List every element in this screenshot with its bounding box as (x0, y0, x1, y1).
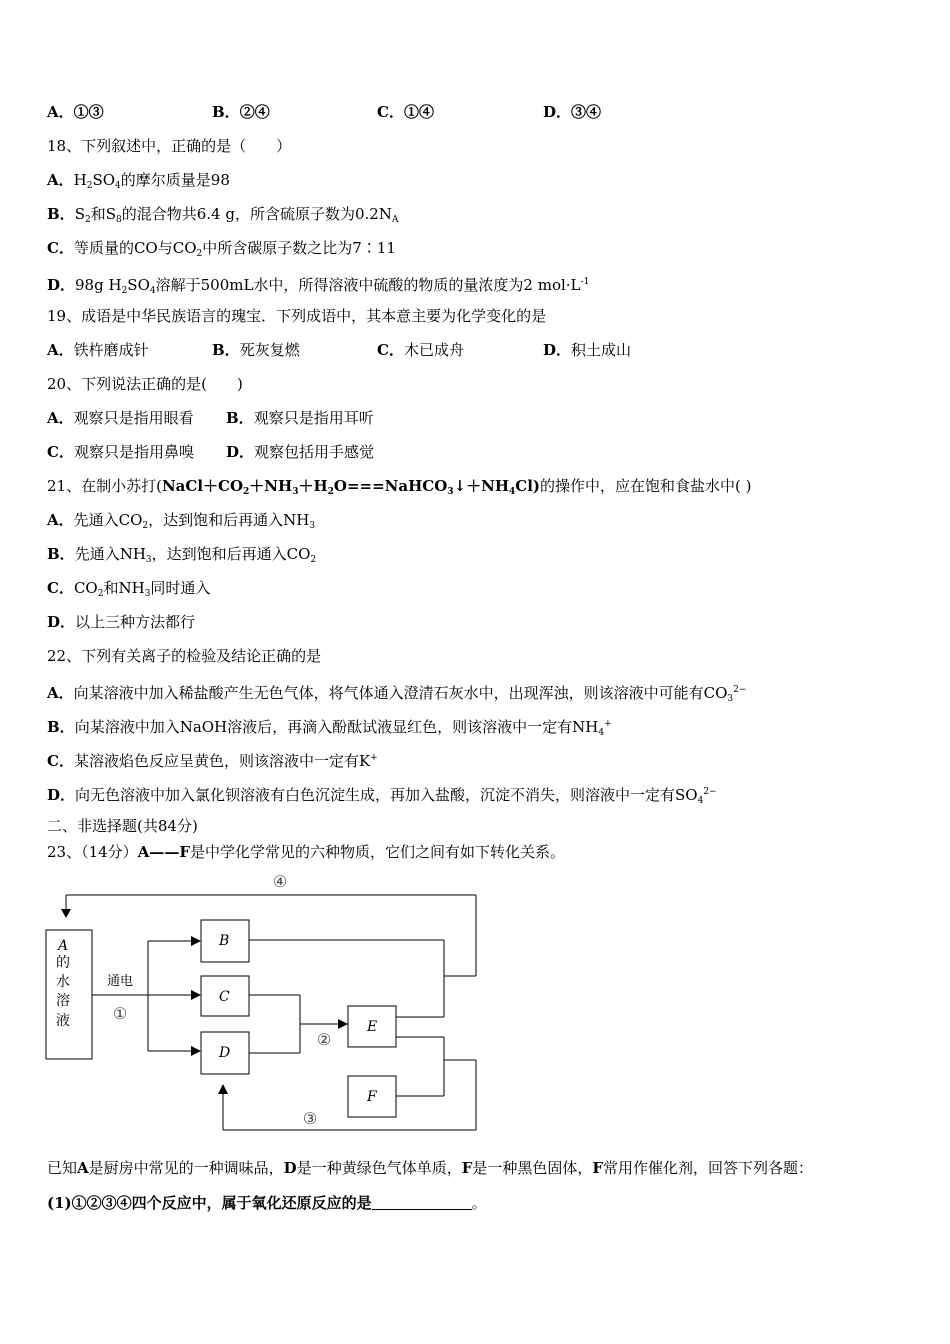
q20-stem: 20、下列说法正确的是( ) (47, 375, 243, 393)
box-e-label: E (367, 1019, 378, 1035)
q22-option-c: C．某溶液焰色反应呈黄色，则该溶液中一定有K+ (47, 752, 378, 770)
reaction-4-mark: ④ (272, 872, 288, 891)
section-two-heading: 二、非选择题(共84分) (47, 817, 198, 835)
reaction-2-mark: ② (316, 1030, 332, 1049)
q19-option-c: C．木已成舟 (377, 341, 464, 359)
answer-blank[interactable] (372, 1195, 472, 1210)
q18-stem: 18、下列叙述中，正确的是（ ） (47, 137, 292, 155)
box-a-label-1: 的 (56, 955, 70, 971)
q23-known-conditions: 已知A是厨房中常见的一种调味品，D是一种黄绿色气体单质，F是一种黑色固体，F常用作催化剂，回答下列各题： (47, 1159, 814, 1177)
box-c-label: C (219, 989, 230, 1005)
electrolysis-label: 通电 (106, 974, 134, 989)
q21-stem: 21、在制小苏打$(NaCl+CO_2+NH_3+H_2O===NaHCO_3↓+NH_4Cl)$的操作中，应在饱和食盐水中( ) (47, 477, 752, 497)
q20-option-a: A．观察只是指用眼看 (47, 409, 194, 427)
box-a-label-4: 液 (56, 1013, 70, 1029)
conversion-diagram (40, 868, 490, 1136)
q18-option-d: D．98g $H_2SO_4$溶解于500mL水中，所得溶液中硫酸的物质的量浓度为2 $mol\cdot L^{-1}$ (47, 276, 590, 296)
q23-stem: 23、（14分）A——F是中学化学常见的六种物质，它们之间有如下转化关系。 (47, 843, 565, 861)
q18-option-b: B．$S_2$和$S_8$的混合物共6.4 g，所含硫原子数为$0.2N_A$ (47, 205, 399, 225)
q18-option-a: A．$H_2SO_4$的摩尔质量是98 (47, 171, 230, 191)
q17-option-b: B．②④ (212, 103, 270, 121)
q19-option-b: B．死灰复燃 (212, 341, 300, 359)
q19-stem: 19、成语是中华民族语言的瑰宝．下列成语中，其本意主要为化学变化的是 (47, 307, 547, 325)
q23-subquestion-1: (1)①②③④四个反应中，属于氧化还原反应的是 。 (47, 1194, 487, 1212)
box-f-label: F (367, 1089, 377, 1105)
q17-option-d: D．③④ (543, 103, 602, 121)
reaction-3-mark: ③ (302, 1109, 318, 1128)
q20-option-c: C．观察只是指用鼻嗅 (47, 443, 194, 461)
box-d-label: D (219, 1045, 231, 1061)
box-a-label-0: A (57, 938, 69, 954)
q19-option-d: D．积土成山 (543, 341, 632, 359)
q21-option-b: B．先通入$NH_3$，达到饱和后再通入$CO_2$ (47, 545, 317, 565)
q21-option-c: C．$CO_2$和$NH_3$同时通入 (47, 579, 211, 599)
q21-option-d: D．以上三种方法都行 (47, 613, 196, 631)
q22-option-a: A．向某溶液中加入稀盐酸产生无色气体，将气体通入澄清石灰水中，出现浑浊，则该溶液中可能有$CO_3^{2-}$ (47, 684, 747, 704)
box-b-label: B (219, 933, 230, 949)
q19-option-a: A．铁杵磨成针 (47, 341, 149, 359)
q21-option-a: A．先通入$CO_2$，达到饱和后再通入$NH_3$ (47, 511, 316, 531)
q22-option-b: B．向某溶液中加入NaOH溶液后，再滴入酚酞试液显红色，则该溶液中一定有$NH_4^+$ (47, 718, 612, 738)
reaction-1-mark: ① (112, 1004, 128, 1023)
box-a-label-3: 溶 (56, 993, 70, 1009)
q17-option-a: A．①③ (47, 103, 104, 121)
q20-option-d: D．观察包括用手感觉 (226, 443, 375, 461)
q22-stem: 22、下列有关离子的检验及结论正确的是 (47, 647, 322, 665)
q17-option-c: C．①④ (377, 103, 434, 121)
q18-option-c: C．等质量的CO与$CO_2$中所含碳原子数之比为7∶11 (47, 239, 396, 259)
q22-option-d: D．向无色溶液中加入氯化钡溶液有白色沉淀生成，再加入盐酸，沉淀不消失，则溶液中一定有$SO_4^{2-}$ (47, 786, 717, 806)
box-a-label-2: 水 (56, 974, 70, 990)
q20-option-b: B．观察只是指用耳听 (226, 409, 374, 427)
